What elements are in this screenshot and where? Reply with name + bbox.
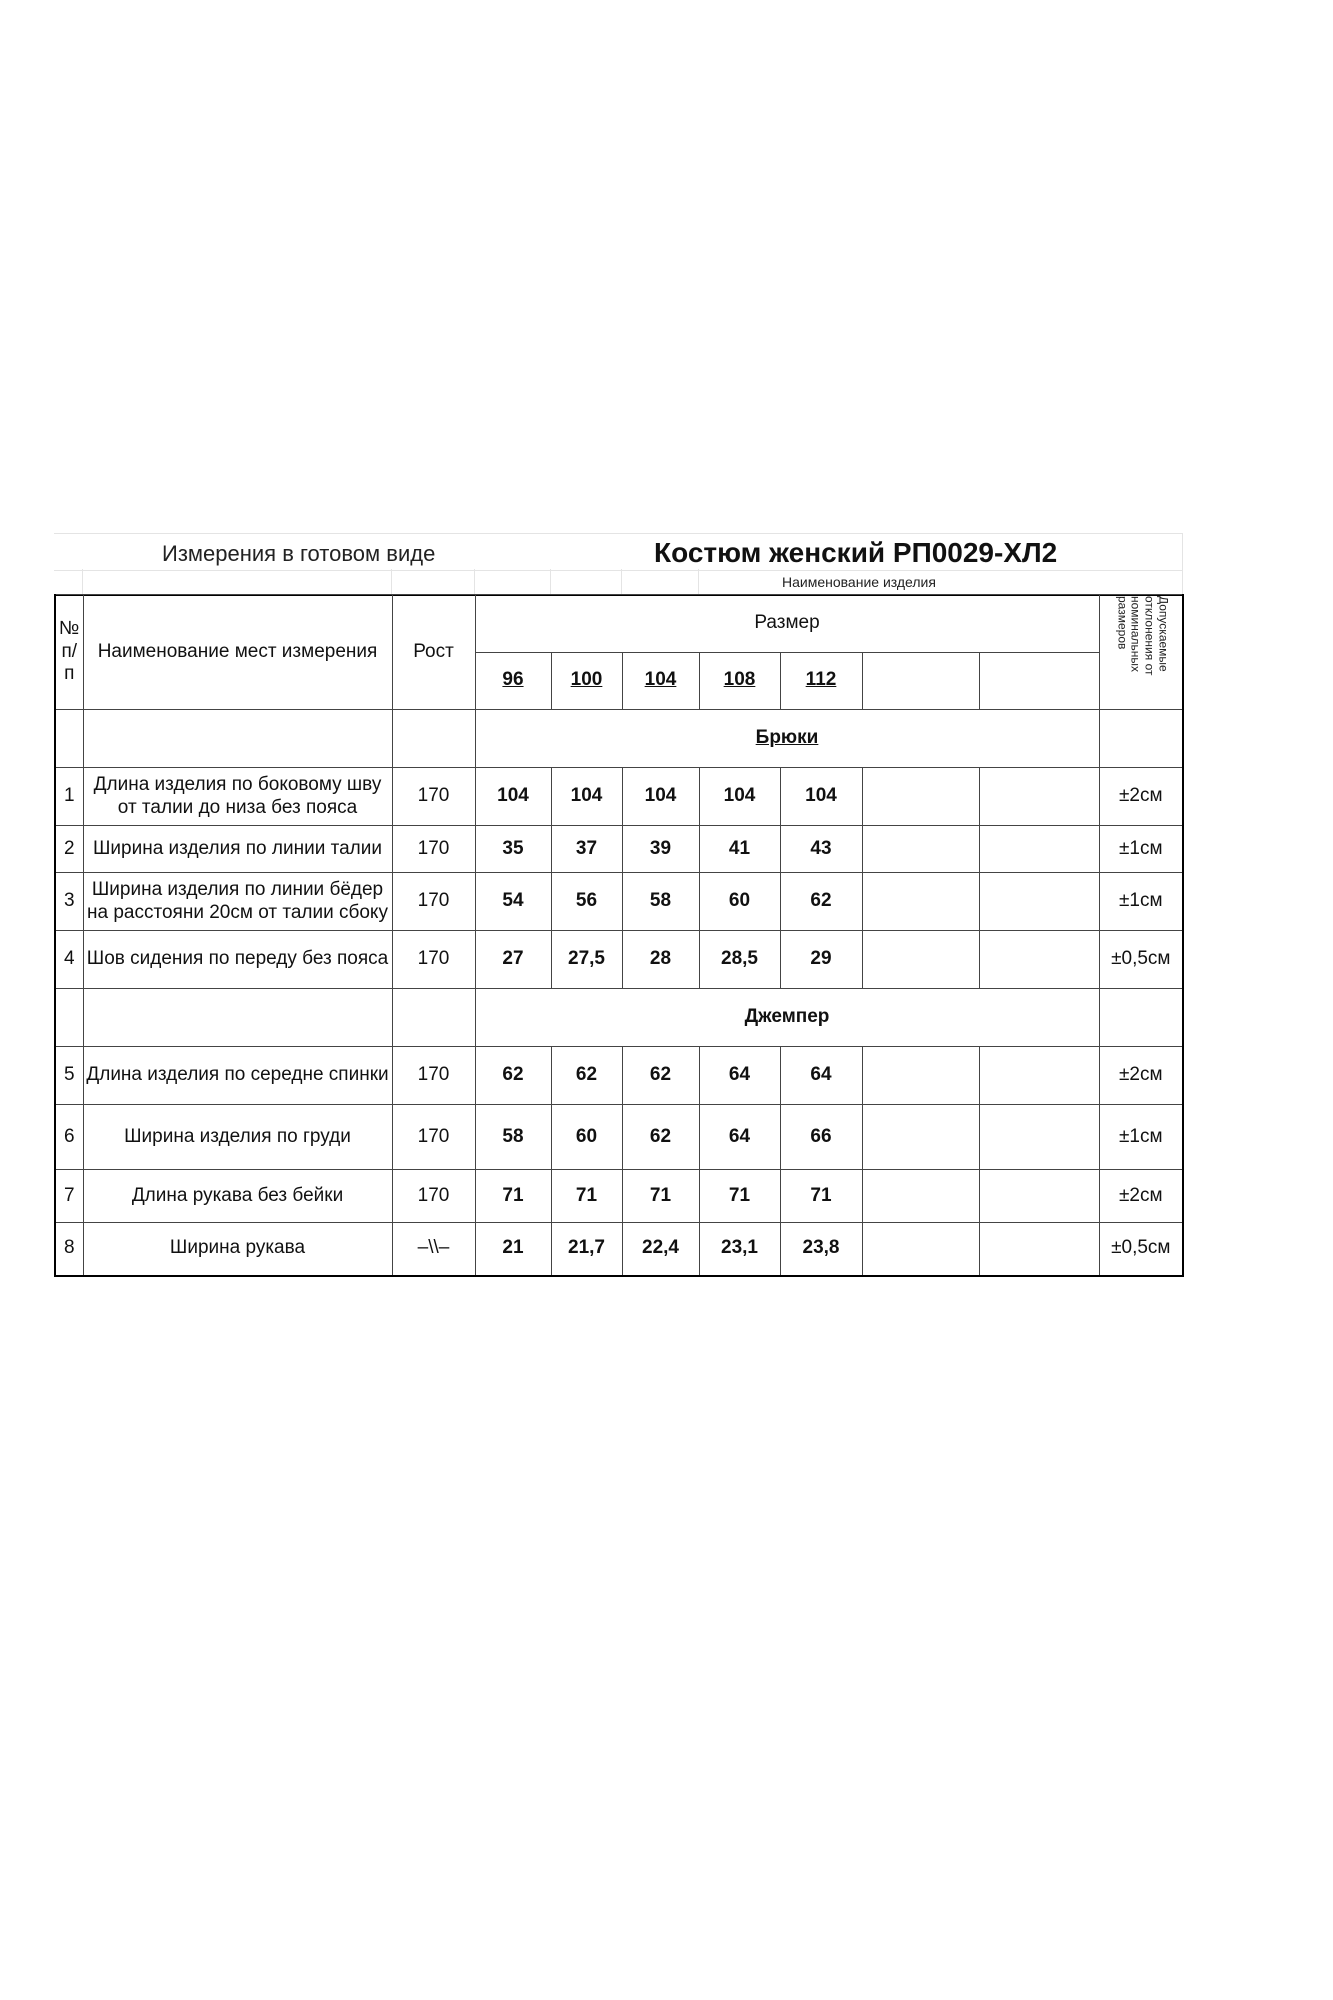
row-value: 66 [780,1105,862,1170]
section-title-jumper: Джемпер [475,989,1099,1047]
row-value: 104 [475,768,551,826]
size-empty-2 [979,652,1099,710]
row-num: 3 [55,873,83,931]
size-108: 108 [699,652,780,710]
row-height: 170 [392,873,475,931]
row-value: 71 [475,1170,551,1223]
row-name: Ширина изделия по линии талии [83,826,392,873]
row-name: Ширина изделия по линии бёдер на расстояни 20см от талии сбоку [83,873,392,931]
row-num: 4 [55,931,83,989]
row-value: 104 [622,768,699,826]
row-value: 58 [622,873,699,931]
row-num: 2 [55,826,83,873]
row-value: 64 [699,1105,780,1170]
row-tolerance: ±0,5см [1099,931,1183,989]
row-value: 43 [780,826,862,873]
section-title-trousers: Брюки [475,710,1099,768]
row-value: 71 [551,1170,622,1223]
size-96: 96 [475,652,551,710]
size-104: 104 [622,652,699,710]
row-value: 71 [699,1170,780,1223]
row-value: 39 [622,826,699,873]
row-value: 62 [622,1105,699,1170]
row-name: Ширина рукава [83,1223,392,1276]
row-name: Длина изделия по середне спинки [83,1047,392,1105]
row-tolerance: ±1см [1099,1105,1183,1170]
row-tolerance: ±0,5см [1099,1223,1183,1276]
row-height: 170 [392,1105,475,1170]
row-tolerance: ±2см [1099,1047,1183,1105]
row-value: 54 [475,873,551,931]
table-row [55,1105,1183,1170]
row-value: 62 [551,1047,622,1105]
row-num: 8 [55,1223,83,1276]
table-row [55,826,1183,873]
row-height: 170 [392,768,475,826]
row-value: 35 [475,826,551,873]
size-112: 112 [780,652,862,710]
row-height: 170 [392,1047,475,1105]
measurements-table [54,594,1184,1277]
table-row [55,1223,1183,1276]
header-name: Наименование мест измерения [83,595,392,710]
header-size-group: Размер [475,595,1099,653]
row-height: 170 [392,931,475,989]
row-height: –\\– [392,1223,475,1276]
size-100: 100 [551,652,622,710]
row-value: 27,5 [551,931,622,989]
row-value: 104 [551,768,622,826]
row-name: Ширина изделия по груди [83,1105,392,1170]
row-tolerance: ±2см [1099,768,1183,826]
header-tolerance-cell [1099,595,1183,710]
row-height: 170 [392,826,475,873]
row-value: 23,1 [699,1223,780,1276]
row-value: 60 [551,1105,622,1170]
table-row [55,931,1183,989]
row-value: 71 [622,1170,699,1223]
measurements-title: Измерения в готовом виде [162,541,436,566]
row-num: 6 [55,1105,83,1170]
row-value: 29 [780,931,862,989]
row-num: 5 [55,1047,83,1105]
header-num: № п/ п [55,595,83,710]
section-row [55,989,1183,1047]
row-value: 27 [475,931,551,989]
row-tolerance: ±2см [1099,1170,1183,1223]
table-row [55,873,1183,931]
title-row [54,533,1182,571]
row-name: Длина рукава без бейки [83,1170,392,1223]
row-tolerance: ±1см [1099,873,1183,931]
row-value: 62 [475,1047,551,1105]
row-num: 1 [55,768,83,826]
row-value: 71 [780,1170,862,1223]
row-value: 21 [475,1223,551,1276]
row-value: 22,4 [622,1223,699,1276]
row-name: Длина изделия по боковому шву от талии до низа без пояса [83,768,392,826]
product-caption: Наименование изделия [782,574,936,590]
caption-row [54,569,1182,596]
header-row-1 [55,595,1183,653]
row-value: 62 [780,873,862,931]
row-value: 56 [551,873,622,931]
row-value: 104 [699,768,780,826]
row-value: 60 [699,873,780,931]
product-title: Костюм женский РП0029-ХЛ2 [654,537,1058,568]
row-value: 64 [699,1047,780,1105]
row-value: 37 [551,826,622,873]
size-empty-1 [862,652,979,710]
row-height: 170 [392,1170,475,1223]
row-value: 62 [622,1047,699,1105]
row-num: 7 [55,1170,83,1223]
header-tolerance: Допускаемые отклонения от номинальных размеров [1114,596,1171,676]
row-value: 28 [622,931,699,989]
table-row [55,1047,1183,1105]
row-value: 64 [780,1047,862,1105]
row-value: 23,8 [780,1223,862,1276]
row-value: 58 [475,1105,551,1170]
table-row [55,768,1183,826]
header-height: Рост [392,595,475,710]
row-tolerance: ±1см [1099,826,1183,873]
table-row [55,1170,1183,1223]
section-row [55,710,1183,768]
row-value: 104 [780,768,862,826]
row-name: Шов сидения по переду без пояса [83,931,392,989]
row-value: 41 [699,826,780,873]
row-value: 21,7 [551,1223,622,1276]
row-value: 28,5 [699,931,780,989]
